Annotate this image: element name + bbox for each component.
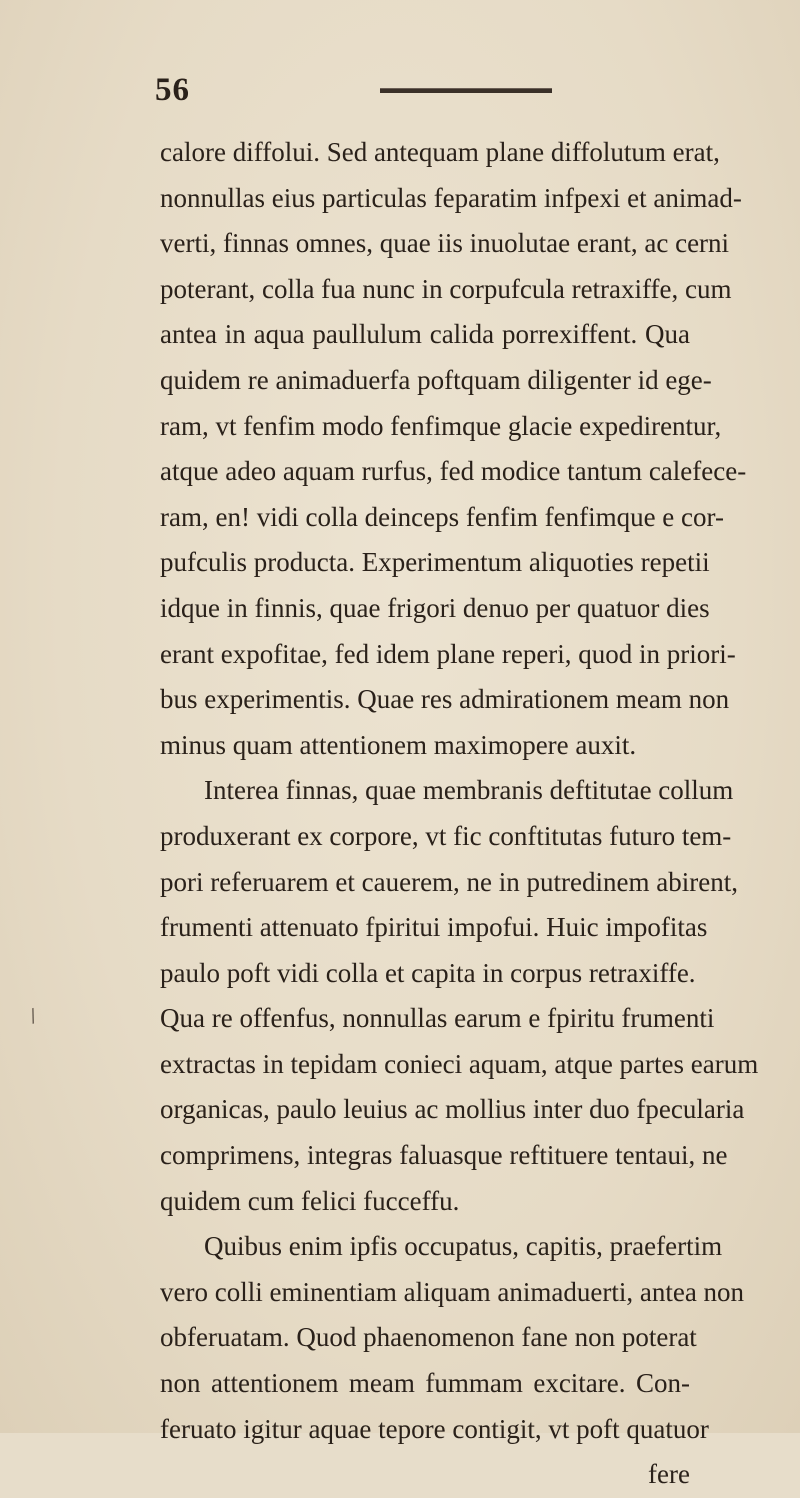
- text-line: verti, finnas omnes, quae iis inuolutae erant, ac cerni: [160, 228, 730, 259]
- text-line: Qua re offenfus, nonnullas earum e fpiritu frumenti: [160, 1003, 715, 1034]
- text-line: frumenti attenuato fpiritui impofui. Huic impofitas: [160, 912, 708, 943]
- page-number: 56: [155, 72, 190, 108]
- header-rule: [380, 88, 552, 93]
- text-line: bus experimentis. Quae res admirationem meam non: [160, 684, 730, 715]
- text-line: quidem cum felici fucceffu.: [160, 1185, 460, 1216]
- text-line: paulo poft vidi colla et capita in corpus retraxiffe.: [160, 957, 696, 988]
- text-line: feruato igitur aquae tepore contigit, vt poft quatuor: [160, 1413, 709, 1444]
- text-line: Quibus enim ipfis occupatus, capitis, praefertim: [204, 1231, 723, 1262]
- text-line: minus quam attentionem maximopere auxit.: [160, 729, 637, 760]
- text-line: idque in finnis, quae frigori denuo per quatuor dies: [160, 592, 710, 623]
- text-line: ram, vt fenfim modo fenfimque glacie expedirentur,: [160, 410, 722, 441]
- catchword: fere: [648, 1459, 690, 1490]
- margin-mark: /: [25, 1002, 41, 1029]
- body-text: [160, 130, 759, 1498]
- text-line: quidem re animaduerfa poftquam diligenter id ege-: [160, 364, 712, 395]
- text-line: obferuatam. Quod phaenomenon fane non poterat: [160, 1322, 697, 1353]
- text-line: comprimens, integras faluasque reftituere tentaui, ne: [160, 1140, 728, 1171]
- text-line: calore diffolui. Sed antequam plane diffolutum erat,: [160, 137, 720, 167]
- text-line: extractas in tepidam conieci aquam, atque partes earum: [160, 1048, 759, 1079]
- text-line: antea in aqua paullulum calida porrexiffent. Qua: [160, 319, 690, 350]
- text-line: pori referuarem et cauerem, ne in putredinem abirent,: [160, 866, 738, 897]
- text-line: atque adeo aquam rurfus, fed modice tantum calefece-: [160, 456, 747, 487]
- text-line: organicas, paulo leuius ac mollius inter duo fpecularia: [160, 1094, 745, 1125]
- page-header: [155, 72, 695, 112]
- text-line: non attentionem meam fummam excitare. Con-: [160, 1368, 690, 1399]
- text-line: poterant, colla fua nunc in corpufcula retraxiffe, cum: [160, 273, 732, 304]
- text-line: erant expofitae, fed idem plane reperi, quod in priori-: [160, 638, 736, 669]
- text-line: produxerant ex corpore, vt fic conftitutas futuro tem-: [160, 820, 732, 851]
- text-line: ram, en! vidi colla deinceps fenfim fenfimque e cor-: [160, 501, 724, 532]
- text-line: pufculis producta. Experimentum aliquoties repetii: [160, 547, 710, 578]
- text-line: vero colli eminentiam aliquam animaduerti, antea non: [160, 1276, 745, 1307]
- text-line: Interea finnas, quae membranis deftitutae collum: [204, 775, 734, 806]
- text-line: nonnullas eius particulas feparatim infpexi et animad-: [160, 182, 742, 213]
